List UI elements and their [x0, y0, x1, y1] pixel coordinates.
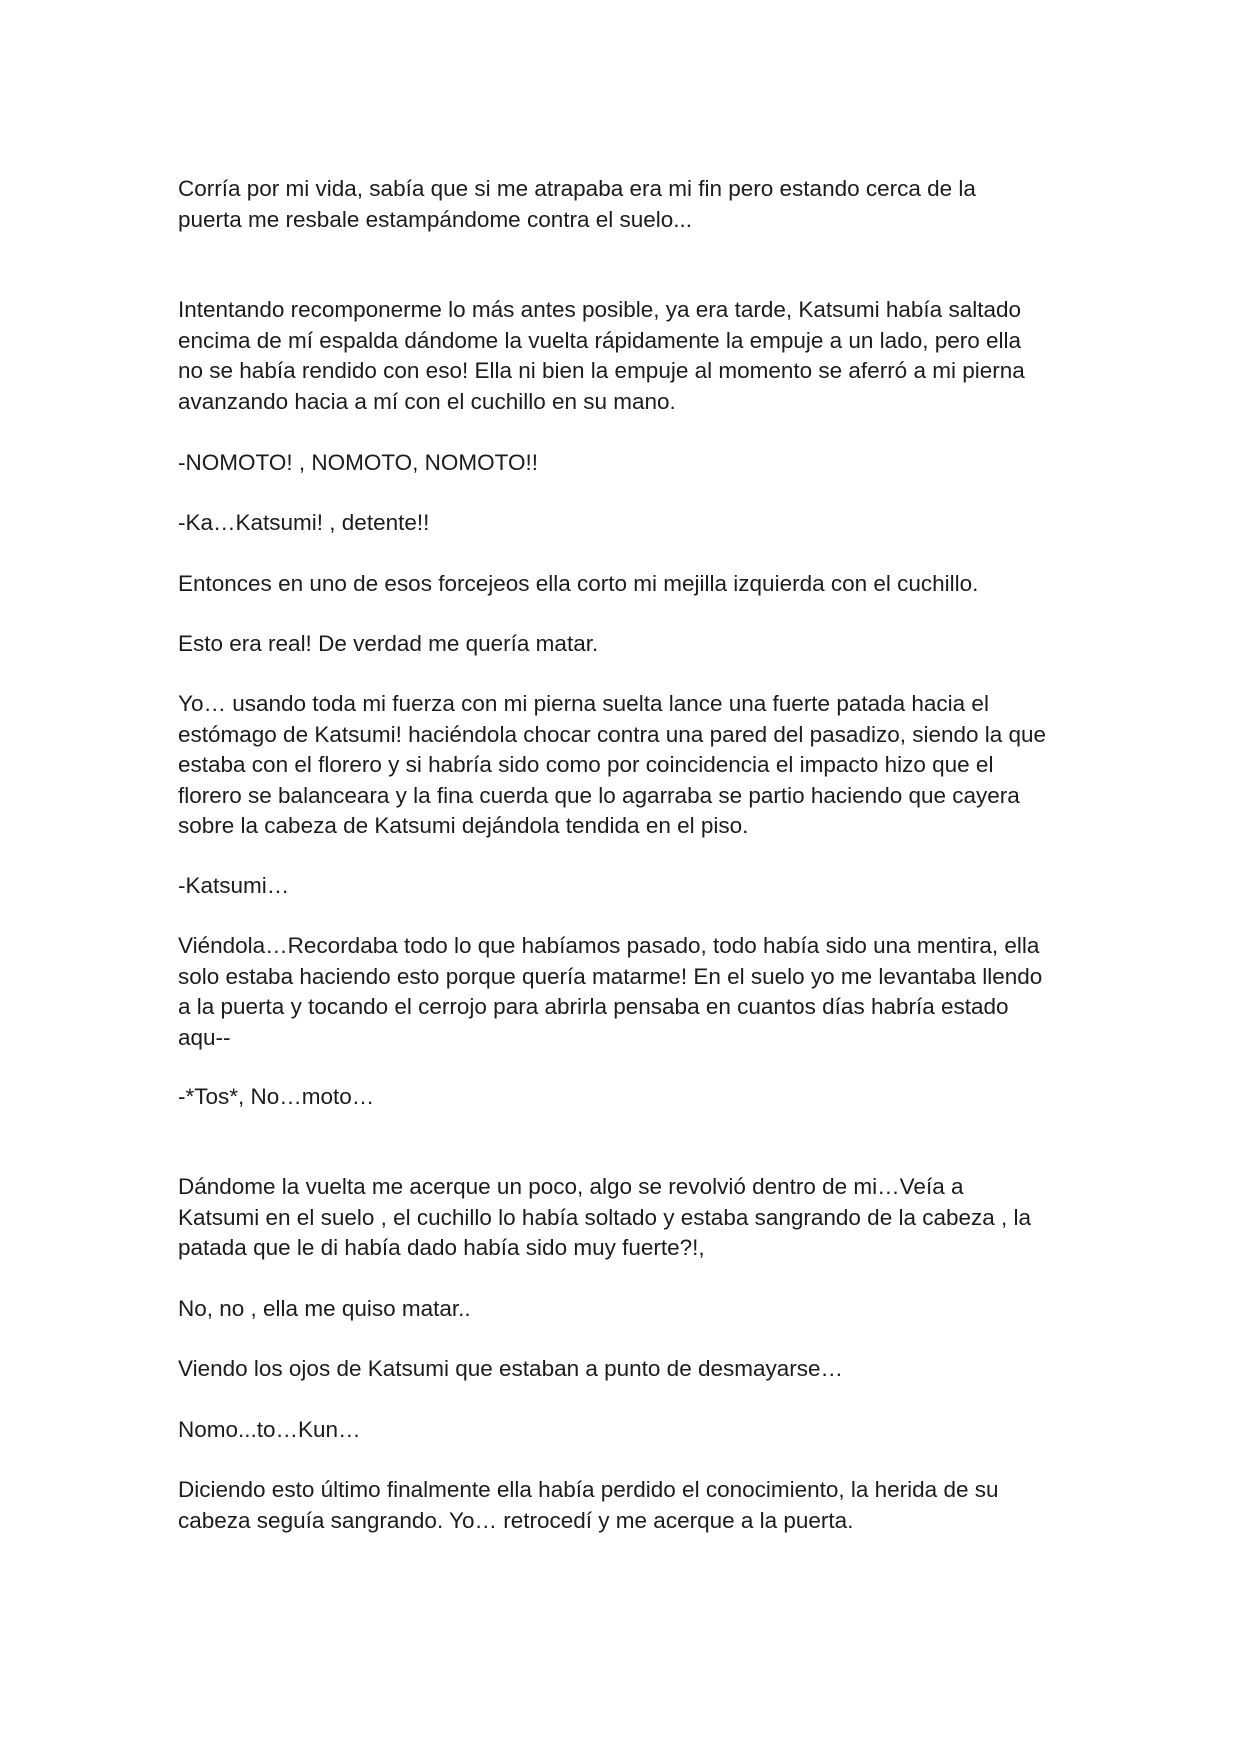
paragraph-line: sobre la cabeza de Katsumi dejándola tendida en el piso.	[178, 813, 749, 838]
paragraph-line: no se había rendido con eso! Ella ni bien la empuje al momento se aferró a mi pierna	[178, 358, 1025, 383]
paragraph-line: Katsumi en el suelo , el cuchillo lo había soltado y estaba sangrando de la cabeza , la	[178, 1204, 1032, 1230]
paragraph-8	[178, 871, 1078, 902]
paragraph-line: Esto era real! De verdad me quería matar.	[178, 631, 599, 656]
paragraph-4	[178, 508, 1078, 539]
paragraph-line: Nomo...to…Kun…	[178, 1417, 361, 1442]
paragraph-line: Intentando recomponerme lo más antes posible, ya era tarde, Katsumi había saltado	[178, 297, 1021, 322]
paragraph-3	[178, 448, 1078, 479]
paragraph-line: aqu--	[178, 1024, 231, 1050]
paragraph-line: patada que le di había dado había sido muy fuerte?!,	[178, 1235, 705, 1260]
paragraph-14	[178, 1415, 1078, 1446]
paragraph-line: encima de mí espalda dándome la vuelta rápidamente la empuje a un lado, pero ella	[178, 327, 1022, 353]
paragraph-line: Viéndola…Recordaba todo lo que habíamos pasado, todo había sido una mentira, ella	[178, 933, 1040, 958]
paragraph-12	[178, 1294, 1078, 1325]
paragraph-15	[178, 1475, 1078, 1536]
paragraph-line: Corría por mi vida, sabía que si me atrapaba era mi fin pero estando cerca de la	[178, 176, 976, 201]
paragraph-5	[178, 569, 1078, 600]
paragraph-line: -NOMOTO! , NOMOTO, NOMOTO!!	[178, 450, 538, 475]
paragraph-line: Diciendo esto último finalmente ella había perdido el conocimiento, la herida de su	[178, 1477, 999, 1502]
paragraph-line: -Ka…Katsumi! , detente!!	[178, 510, 430, 535]
paragraph-10	[178, 1082, 1078, 1113]
paragraph-line: -Katsumi…	[178, 873, 290, 898]
paragraph-1	[178, 174, 1078, 235]
paragraph-line: -*Tos*, No…moto…	[178, 1084, 375, 1109]
paragraph-line: No, no , ella me quiso matar..	[178, 1296, 471, 1321]
paragraph-9	[178, 931, 1078, 1053]
paragraph-2	[178, 295, 1078, 417]
paragraph-line: Entonces en uno de esos forcejeos ella corto mi mejilla izquierda con el cuchillo.	[178, 571, 979, 596]
paragraph-line: estómago de Katsumi! haciéndola chocar contra una pared del pasadizo, siendo la que	[178, 721, 1047, 747]
paragraph-line: puerta me resbale estampándome contra el suelo...	[178, 206, 693, 232]
paragraph-line: estaba con el florero y si habría sido como por coincidencia el impacto hizo que el	[178, 752, 994, 777]
paragraph-line: cabeza seguía sangrando. Yo… retrocedí y me acerque a la puerta.	[178, 1507, 854, 1533]
paragraph-7	[178, 689, 1078, 842]
paragraph-line: solo estaba haciendo esto porque quería matarme! En el suelo yo me levantaba llendo	[178, 963, 1043, 989]
paragraph-line: Viendo los ojos de Katsumi que estaban a punto de desmayarse…	[178, 1356, 844, 1381]
paragraph-line: florero se balanceara y la fina cuerda que lo agarraba se partio haciendo que cayera	[178, 782, 1020, 808]
paragraph-line: a la puerta y tocando el cerrojo para abrirla pensaba en cuantos días habría estado	[178, 994, 1009, 1019]
paragraph-line: Yo… usando toda mi fuerza con mi pierna suelta lance una fuerte patada hacia el	[178, 691, 989, 716]
paragraph-6	[178, 629, 1078, 660]
paragraph-line: avanzando hacia a mí con el cuchillo en su mano.	[178, 388, 676, 414]
paragraph-line: Dándome la vuelta me acerque un poco, algo se revolvió dentro de mi…Veía a	[178, 1174, 964, 1199]
paragraph-13	[178, 1354, 1078, 1385]
paragraph-11	[178, 1172, 1078, 1264]
